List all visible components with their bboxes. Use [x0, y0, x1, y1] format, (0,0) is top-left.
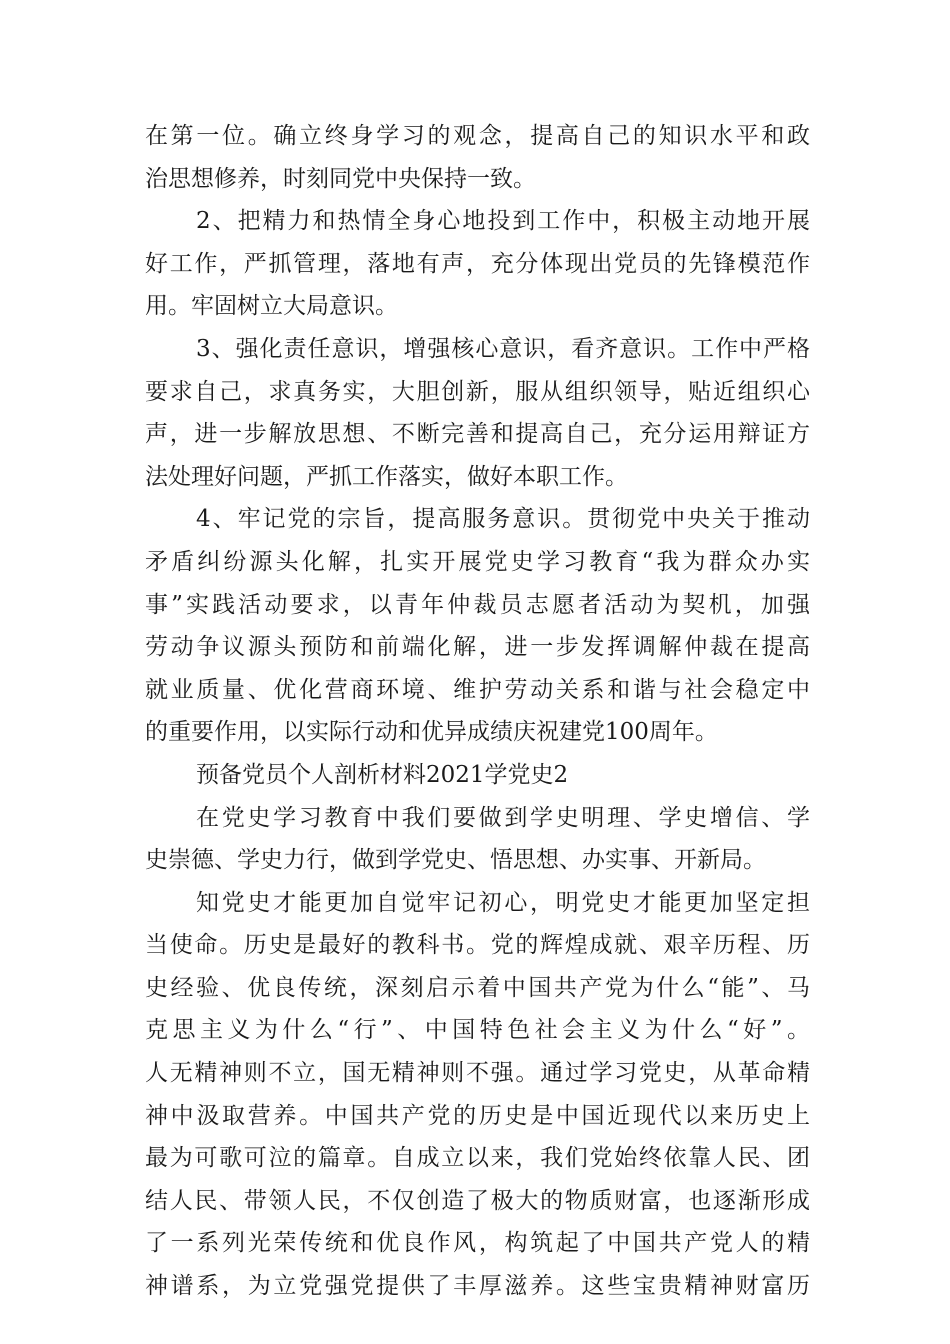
- text-line: 事”实践活动要求，以青年仲裁员志愿者活动为契机，加强: [145, 591, 810, 618]
- text-line: 神中汲取营养。中国共产党的历史是中国近现代以来历史上: [145, 1102, 810, 1129]
- text-line: 声，进一步解放思想、不断完善和提高自己，充分运用辩证方: [145, 421, 810, 448]
- text-line: 人无精神则不立，国无精神则不强。通过学习党史，从革命精: [145, 1060, 810, 1087]
- text-line: 要求自己，求真务实，大胆创新，服从组织领导，贴近组织心: [145, 378, 810, 405]
- text-line: 在第一位。确立终身学习的观念，提高自己的知识水平和政: [145, 123, 810, 149]
- text-line: 知党史才能更加自觉牢记初心，明党史才能更加坚定担: [196, 889, 810, 916]
- text-line: 法处理好问题，严抓工作落实，做好本职工作。: [145, 463, 628, 490]
- text-line: 好工作，严抓管理，落地有声，充分体现出党员的先锋模范作: [145, 250, 810, 277]
- text-line: 在党史学习教育中我们要做到学史明理、学史增信、学: [196, 804, 810, 831]
- text-line: 当使命。历史是最好的教科书。党的辉煌成就、艰辛历程、历: [145, 932, 810, 959]
- text-line: 4、牢记党的宗旨，提高服务意识。贯彻党中央关于推动: [196, 506, 810, 533]
- text-line: 史经验、优良传统，深刻启示着中国共产党为什么“能”、马: [145, 974, 810, 1001]
- text-line: 最为可歌可泣的篇章。自成立以来，我们党始终依靠人民、团: [145, 1145, 810, 1172]
- text-line: 结人民、带领人民，不仅创造了极大的物质财富，也逐渐形成: [145, 1187, 810, 1214]
- text-line: 预备党员个人剖析材料2021学党史2: [196, 761, 569, 788]
- text-line: 用。牢固树立大局意识。: [145, 293, 398, 320]
- document-body: [145, 115, 810, 1308]
- text-line: 了一系列光荣传统和优良作风，构筑起了中国共产党人的精: [145, 1230, 810, 1257]
- text-line: 劳动争议源头预防和前端化解，进一步发挥调解仲裁在提高: [145, 634, 810, 661]
- text-line: 神谱系，为立党强党提供了丰厚滋养。这些宝贵精神财富历: [145, 1273, 810, 1300]
- text-line: 的重要作用，以实际行动和优异成绩庆祝建党100周年。: [145, 719, 718, 746]
- text-line: 3、强化责任意识，增强核心意识，看齐意识。工作中严格: [196, 335, 810, 362]
- text-line: 治思想修养，时刻同党中央保持一致。: [145, 165, 536, 192]
- text-line: 就业质量、优化营商环境、维护劳动关系和谐与社会稳定中: [145, 676, 810, 703]
- text-line: 2、把精力和热情全身心地投到工作中，积极主动地开展: [196, 208, 810, 235]
- text-line: 克思主义为什么“行”、中国特色社会主义为什么“好”。: [145, 1017, 810, 1044]
- text-line: 史崇德、学史力行，做到学党史、悟思想、办实事、开新局。: [145, 847, 766, 874]
- text-line: 矛盾纠纷源头化解，扎实开展党史学习教育“我为群众办实: [145, 548, 810, 575]
